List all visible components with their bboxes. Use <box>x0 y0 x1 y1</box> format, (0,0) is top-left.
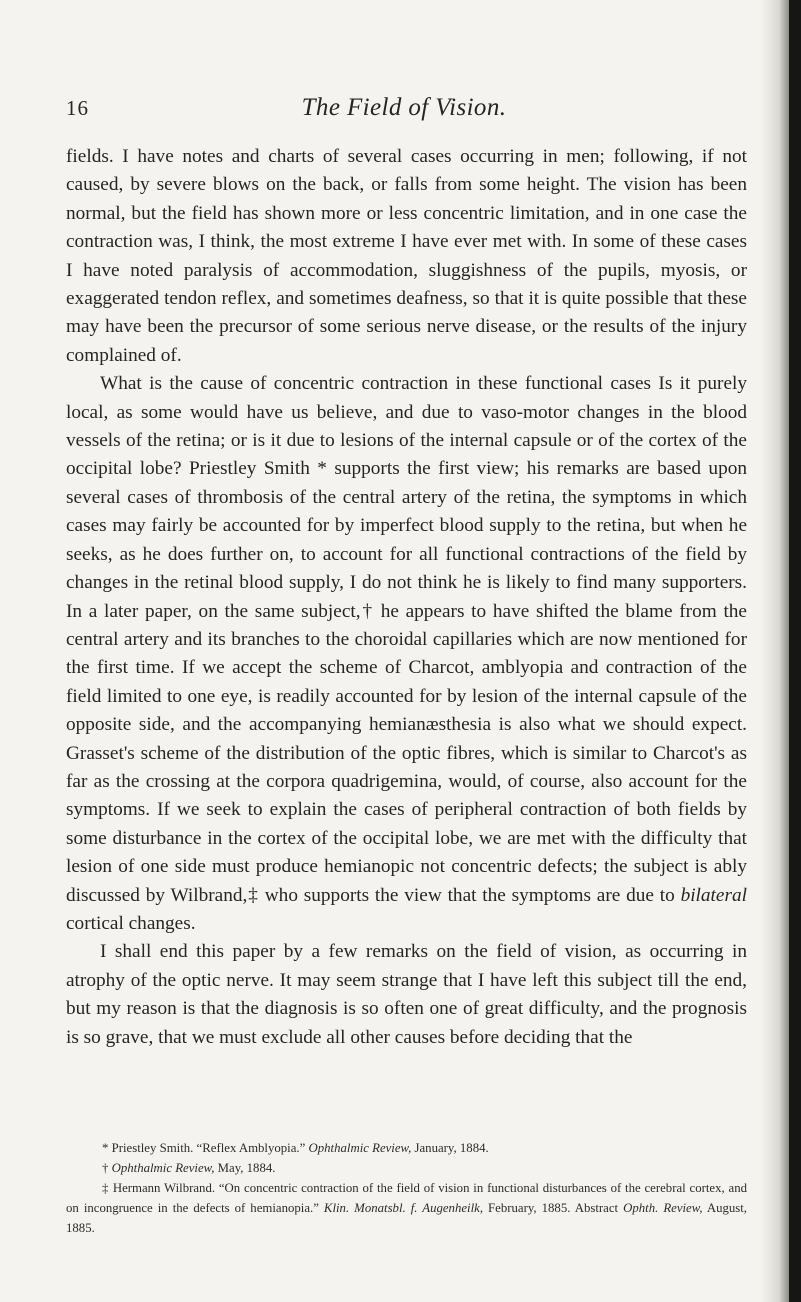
footnote-1-date: January, 1884. <box>411 1141 489 1155</box>
footnote-1-journal: Ophthalmic Review, <box>308 1141 412 1155</box>
footnote-3-text: ‡ Hermann Wilbrand. “On concentric contraction of the field of vision in functional disturbances of the cerebral cortex, and on incongruence in the defects of hemianopia.” <box>66 1181 747 1215</box>
footnote-3-journal: Klin. Monatsbl. f. Augenheilk, <box>323 1201 484 1215</box>
paragraph-1: fields. I have notes and charts of several cases occurring in men; following, if not caused, by severe blows on the back, or falls from some height. The vision has been normal, but the field has shown more or less concentric limitation, and in one case the contraction was, I think, the most extreme I have ever met with. In some of these cases I have noted paralysis of accommodation, sluggishness of the pupils, myosis, or exaggerated tendon reflex, and sometimes deafness, so that it is quite possible that these may have been the precursor of some serious nerve disease, or the results of the injury complained of. <box>66 146 747 366</box>
running-title: The Field of Vision. <box>301 94 507 121</box>
paragraph-2-text: What is the cause of concentric contraction in these functional cases Is it purely local, as some would have us believe, and due to vaso-motor changes in the blood vessels of the retina; or is it due to lesions of the internal capsule or of the cortex of the occipital lobe? Priestley Smith * supports the first view; his remarks are based upon several cases of thrombosis of the central artery of the retina, the symptoms in which cases may fairly be accounted for by imperfect blood supply to the retina, but when he seeks, as he does further on, to account for all functional contractions of the field by changes in the retinal blood supply, I do not think he is likely to find many supporters. In a later paper, on the same subject,† he appears to have shifted the blame from the central artery and its branches to the choroidal capillaries which are now mentioned for the first time. If we accept the scheme of Charcot, amblyopia and contraction of the field limited to one eye, is readily accounted for by lesion of the internal capsule of the opposite side, and the accompanying hemianæsthesia is also what we should expect. Grasset's scheme of the distribution of the optic fibres, which is similar to Charcot's as far as the crossing at the corpora quadrigemina, would, of course, also account for the symptoms. If we seek to explain the cases of peripheral contraction of both fields by some disturbance in the cortex of the occipital lobe, we are met with the difficulty that lesion of one side must produce hemianopic not concentric defects; the subject is ably discussed by Wilbrand,‡ who supports the view that the symptoms are due to <box>66 373 747 906</box>
footnote-2-date: May, 1884. <box>214 1161 276 1175</box>
footnote-3-abstract-date: August, 1885. <box>66 1201 747 1235</box>
footnotes <box>66 1138 747 1238</box>
binding-edge <box>789 0 801 1302</box>
paragraph-3: I shall end this paper by a few remarks on the field of vision, as occurring in atrophy of the optic nerve. It may seem strange that I have left this subject till the end, but my reason is that the diagnosis is so often one of great difficulty, and the prognosis is so grave, that we must exclude all other causes before deciding that the <box>66 941 747 1048</box>
footnote-2-journal: Ophthalmic Review, <box>111 1161 215 1175</box>
footnote-2 <box>66 1158 747 1178</box>
footnote-3 <box>66 1178 747 1238</box>
footnote-3-abstract-journal: Ophth. Review, <box>623 1201 703 1215</box>
footnote-3-date: February, 1885. Abstract <box>483 1201 624 1215</box>
body-text <box>66 143 747 1052</box>
footnote-1 <box>66 1138 747 1158</box>
emphasis-bilateral: bilateral <box>680 884 747 906</box>
page-header <box>66 92 742 126</box>
page-number: 16 <box>66 96 89 120</box>
paragraph-2-tail: cortical changes. <box>66 912 196 934</box>
paragraph-2 <box>66 370 747 938</box>
footnote-1-text: * Priestley Smith. “Reflex Amblyopia.” <box>102 1141 309 1155</box>
footnote-2-mark: † <box>102 1161 112 1175</box>
